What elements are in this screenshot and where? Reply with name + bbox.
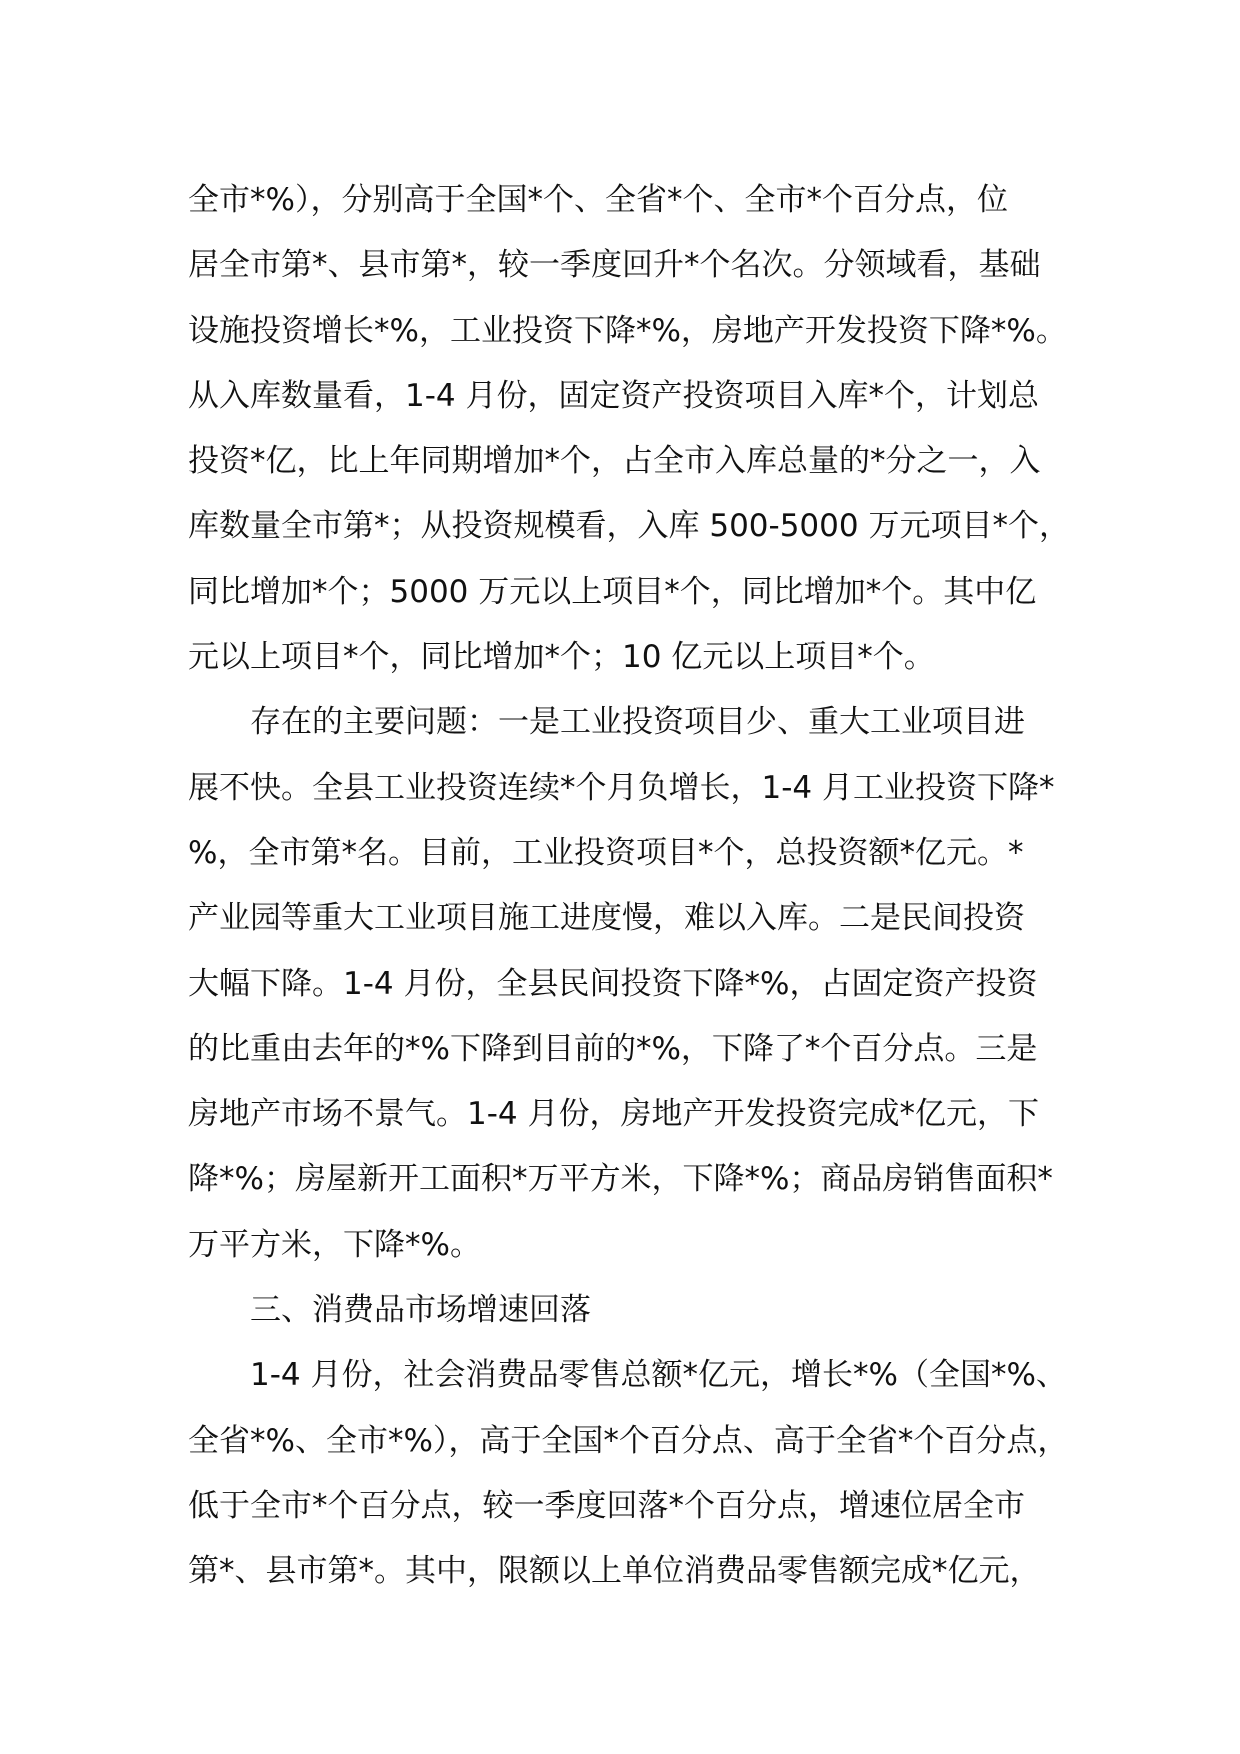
text-line: 降*%；房屋新开工面积*万平方米，下降*%；商品房销售面积* (188, 1161, 1053, 1198)
text-line: 1-4 月份，社会消费品零售总额*亿元，增长*%（全国*%、 (250, 1357, 1067, 1394)
text-line: 万平方米，下降*%。 (188, 1226, 481, 1263)
text-line: 元以上项目*个，同比增加*个；10 亿元以上项目*个。 (188, 639, 935, 676)
text-line: 同比增加*个；5000 万元以上项目*个，同比增加*个。其中亿 (188, 573, 1037, 610)
text-line: 设施投资增长*%，工业投资下降*%，房地产开发投资下降*%。 (188, 312, 1067, 349)
text-line: 展不快。全县工业投资连续*个月负增长，1-4 月工业投资下降* (188, 769, 1055, 806)
text-line: 投资*亿，比上年同期增加*个，占全市入库总量的*分之一，入 (188, 443, 1041, 480)
text-line: 房地产市场不景气。1-4 月份，房地产开发投资完成*亿元，下 (188, 1096, 1039, 1133)
text-line: 大幅下降。1-4 月份，全县民间投资下降*%，占固定资产投资 (188, 965, 1038, 1002)
text-line: 低于全市*个百分点，较一季度回落*个百分点，增速位居全市 (188, 1487, 1025, 1524)
text-line: 的比重由去年的*%下降到目前的*%，下降了*个百分点。三是 (188, 1030, 1038, 1067)
text-line: 三、消费品市场增速回落 (250, 1292, 591, 1329)
text-line: 居全市第*、县市第*，较一季度回升*个名次。分领域看，基础 (188, 247, 1041, 284)
text-line: 全省*%、全市*%），高于全国*个百分点、高于全省*个百分点， (188, 1422, 1069, 1459)
text-line: %，全市第*名。目前，工业投资项目*个，总投资额*亿元。* (188, 834, 1024, 871)
text-line: 全市*%），分别高于全国*个、全省*个、全市*个百分点，位 (188, 182, 1008, 218)
text-line: 从入库数量看，1-4 月份，固定资产投资项目入库*个，计划总 (188, 377, 1039, 414)
text-line: 存在的主要问题：一是工业投资项目少、重大工业项目进 (250, 704, 1025, 741)
text-line: 产业园等重大工业项目施工进度慢，难以入库。二是民间投资 (188, 900, 1025, 937)
text-line: 库数量全市第*；从投资规模看，入库 500-5000 万元项目*个， (188, 508, 1070, 545)
body-text (188, 168, 1078, 1605)
text-line: 第*、县市第*。其中，限额以上单位消费品零售额完成*亿元， (188, 1553, 1041, 1590)
